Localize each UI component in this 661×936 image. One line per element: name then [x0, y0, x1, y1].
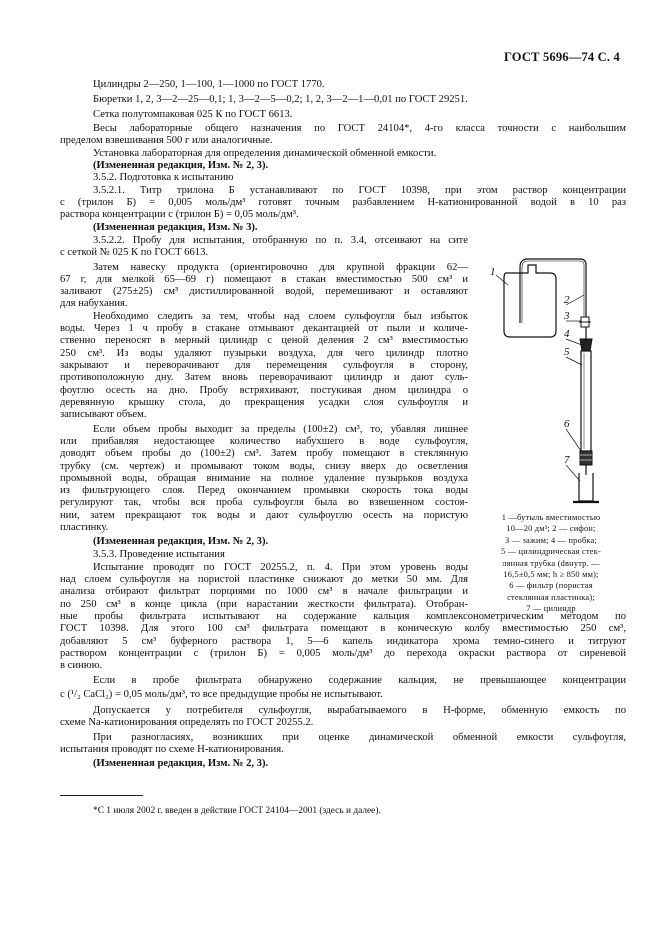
section-heading: 3.5.2. Подготовка к испытанию [93, 172, 234, 183]
figure-label: 7 [564, 454, 570, 466]
text-line: Затем навеску продукта (ориентировочно для крупной фракции 62— [93, 262, 468, 273]
text-line: закрывают и переворачивают для перемещения сульфоугля в сторону, [60, 360, 468, 371]
leader-line [566, 357, 582, 365]
text-line: трубку (см. чертеж) и промывают током воды, снизу вверх до осветления [60, 461, 468, 472]
bottle-shape [504, 265, 556, 337]
text-line: Необходимо следить за тем, чтобы над слоем сульфоугля был избыток [93, 311, 468, 322]
caption-line: 5 — цилиндрическая стек- [500, 547, 601, 557]
leader-line [496, 275, 508, 285]
text-line: 250 см³. Из воды удаляют пузырьки воздуха, для чего цилиндр плотно [60, 348, 468, 359]
caption-line: 6 — фильтр (пористая [509, 581, 593, 591]
text-line: нии, затем прекращают ток воды и дают сульфоуглю осесть на пористую [60, 510, 468, 521]
text-line: анализа отбирают фильтрат порциями по 1000 см³ в начале фильтрации и [60, 586, 468, 597]
text-line: раствором концентрации c (трилон Б) = 0,005 моль/дм³ до перехода окраски раствора от сиреневой [60, 648, 626, 659]
text-line: Сетка полутомпаковая 025 К по ГОСТ 6613. [93, 109, 293, 120]
text-line: пластинку. [60, 522, 109, 533]
amendment-note: (Измененная редакция, Изм. № 2, 3). [93, 160, 269, 171]
footnote: *С 1 июля 2002 г. введен в действие ГОСТ 24104—2001 (здесь и далее). [93, 806, 381, 816]
text-line: регулируют так, чтобы вся проба сульфоугля была во взвешенном состоя- [60, 497, 468, 508]
figure-label: 6 [564, 418, 570, 430]
text-line: c (¹/₂ CaCl₂) = 0,05 моль/дм³, то все предыдущие пробы не испытывают. [60, 689, 383, 700]
section-heading: 3.5.3. Проведение испытания [93, 549, 225, 560]
text-line: в синюю. [60, 660, 103, 671]
text-line: ственно переносят в мерный цилиндр с ценой деления 2 см³ вместимостью [60, 335, 468, 346]
text-line: добавляют 5 см³ буферного раствора 1, 5—6 капель индикатора хрома темно-синего и титруют [60, 636, 626, 647]
text-line: из фильтрующего слоя. Перед окончанием промывки скорость тока воды [60, 485, 468, 496]
text-line: Весы лабораторные общего назначения по ГОСТ 24104*, 4-го класса точности с наибольшим [93, 123, 626, 134]
text-line: с сеткой № 025 К по ГОСТ 6613. [60, 247, 209, 258]
page-header: ГОСТ 5696—74 С. 4 [503, 50, 620, 64]
figure-label: 4 [564, 328, 570, 340]
text-line: Если объем пробы выходит за пределы (100±2) см³, то, убавляя лишнее [93, 424, 468, 435]
text-line: Установка лабораторная для определения динамической обменной емкости. [93, 148, 437, 159]
caption-line: 7 — цилиндр [526, 604, 576, 614]
figure-label: 2 [564, 294, 570, 306]
text-line: фоуглю осесть на дно. Пробу встряхивают, постукивая дном цилиндра о [60, 385, 468, 396]
text-line: При разногласиях, возникших при оценке динамической обменной емкости сульфоугля, [93, 732, 626, 743]
caption-line: лянная трубка (dвнутр. — [502, 558, 600, 568]
text-line: заливают (275±25) см³ дистиллированной водой, перемешивают и оставляют [60, 286, 468, 297]
text-line: доводят объем пробы до (100±2) см³. Затем пробу помещают в стеклянную [60, 448, 468, 459]
footnote-rule [60, 795, 143, 796]
text-line: деревянную крышку стола, до прекращения усадки слоя сульфоугля и [60, 397, 468, 408]
text-line: над слоем сульфоугля на пористой пластинке снижают до метки 50 мм. Для [60, 574, 468, 585]
glass-tube [581, 351, 591, 451]
text-line: противоположную дну. Затем вновь переворачивают цилиндр и дают суль- [60, 372, 468, 383]
leader-line [566, 465, 580, 481]
apparatus-diagram [478, 255, 628, 510]
amendment-note: (Измененная редакция, Изм. № 3). [93, 222, 258, 233]
text-line: схеме Na-катионирования определять по ГОСТ 20255.2. [60, 717, 314, 728]
text-line: для набухания. [60, 298, 128, 309]
amendment-note: (Измененная редакция, Изм. № 2, 3). [93, 536, 269, 547]
caption-line: 10—20 дм³; 2 — сифон; [506, 524, 596, 534]
text-line: раствора концентрации c (трилон Б) = 0,05 моль/дм³. [60, 209, 299, 220]
text-line: или прибавляя недостающее количество набухшего в воде сульфоугля, [60, 436, 468, 447]
text-line: записывают объем. [60, 409, 147, 420]
siphon-tube-inner [522, 261, 584, 323]
text-line: 3.5.2.1. Титр трилона Б устанавливают по ГОСТ 10398, при этом раствор концентрации [93, 185, 626, 196]
siphon-tube [520, 259, 586, 323]
text-line: ные пробы фильтрата испытывают на содержание кальция комплексонометрическим методом по [60, 611, 626, 622]
text-line: Испытание проводят по ГОСТ 20255.2, п. 4. При этом уровень воды [93, 562, 468, 573]
text-line: Цилиндры 2—250, 1—100, 1—1000 по ГОСТ 1770. [93, 79, 325, 90]
figure-label: 3 [564, 310, 570, 322]
text-line: пределом взвешивания 500 г или аналогичные. [60, 135, 273, 146]
caption-line: 1 —бутыль вместимостью [501, 513, 601, 522]
text-line: ГОСТ 10398. Для этого 100 см³ фильтрата помещают в коническую колбу вместимостью 250 см³, [60, 623, 626, 634]
caption-line: 16,5±0,5 мм; h ≥ 850 мм); [503, 570, 599, 580]
filter-shape [580, 451, 592, 465]
caption-line: стеклянная пластинка); [507, 592, 595, 602]
text-line: c (трилон Б) = 0,005 моль/дм³ готовят точным разбавлением Н-катионированной водой в 10 раз [60, 197, 626, 208]
text-line: испытания проводят по схеме Н-катионирования. [60, 744, 284, 755]
amendment-note: (Измененная редакция, Изм. № 2, 3). [93, 758, 269, 769]
caption-line: 3 — зажим; 4 — пробка; [504, 535, 598, 545]
text-line: воды. Через 1 ч пробу в стакане отмывают декантацией от пыли и количе- [60, 323, 468, 334]
figure-label: 1 [490, 266, 496, 278]
cylinder-shape [579, 473, 593, 501]
text-line: 67 г, для мелкой 65—69 г) помещают в стакан вместимостью 500 см³ и [60, 274, 468, 285]
text-line: 3.5.2.2. Пробу для испытания, отобранную по п. 3.4, отсеивают на сите [93, 235, 468, 246]
leader-line [566, 429, 581, 451]
text-line: по 250 см³ в конце цикла (при нарастании жесткости фильтрата). Отобран- [60, 599, 468, 610]
text-line: Допускается у потребителя сульфоугля, вырабатываемого в Н-форме, обменную емкость по [93, 705, 626, 716]
figure-label: 5 [564, 346, 570, 358]
figure-caption [456, 512, 646, 615]
text-line: Если в пробе фильтрата обнаружено содержание кальция, не превышающее концентрации [93, 675, 626, 686]
text-line: промывной воды, обращая внимание на полное удаление пузырьков воздуха [60, 473, 468, 484]
text-line: Бюретки 1, 2, 3—2—25—0,1; 1, 3—2—5—0,2; 1, 2, 3—2—1—0,01 по ГОСТ 29251. [93, 94, 468, 105]
